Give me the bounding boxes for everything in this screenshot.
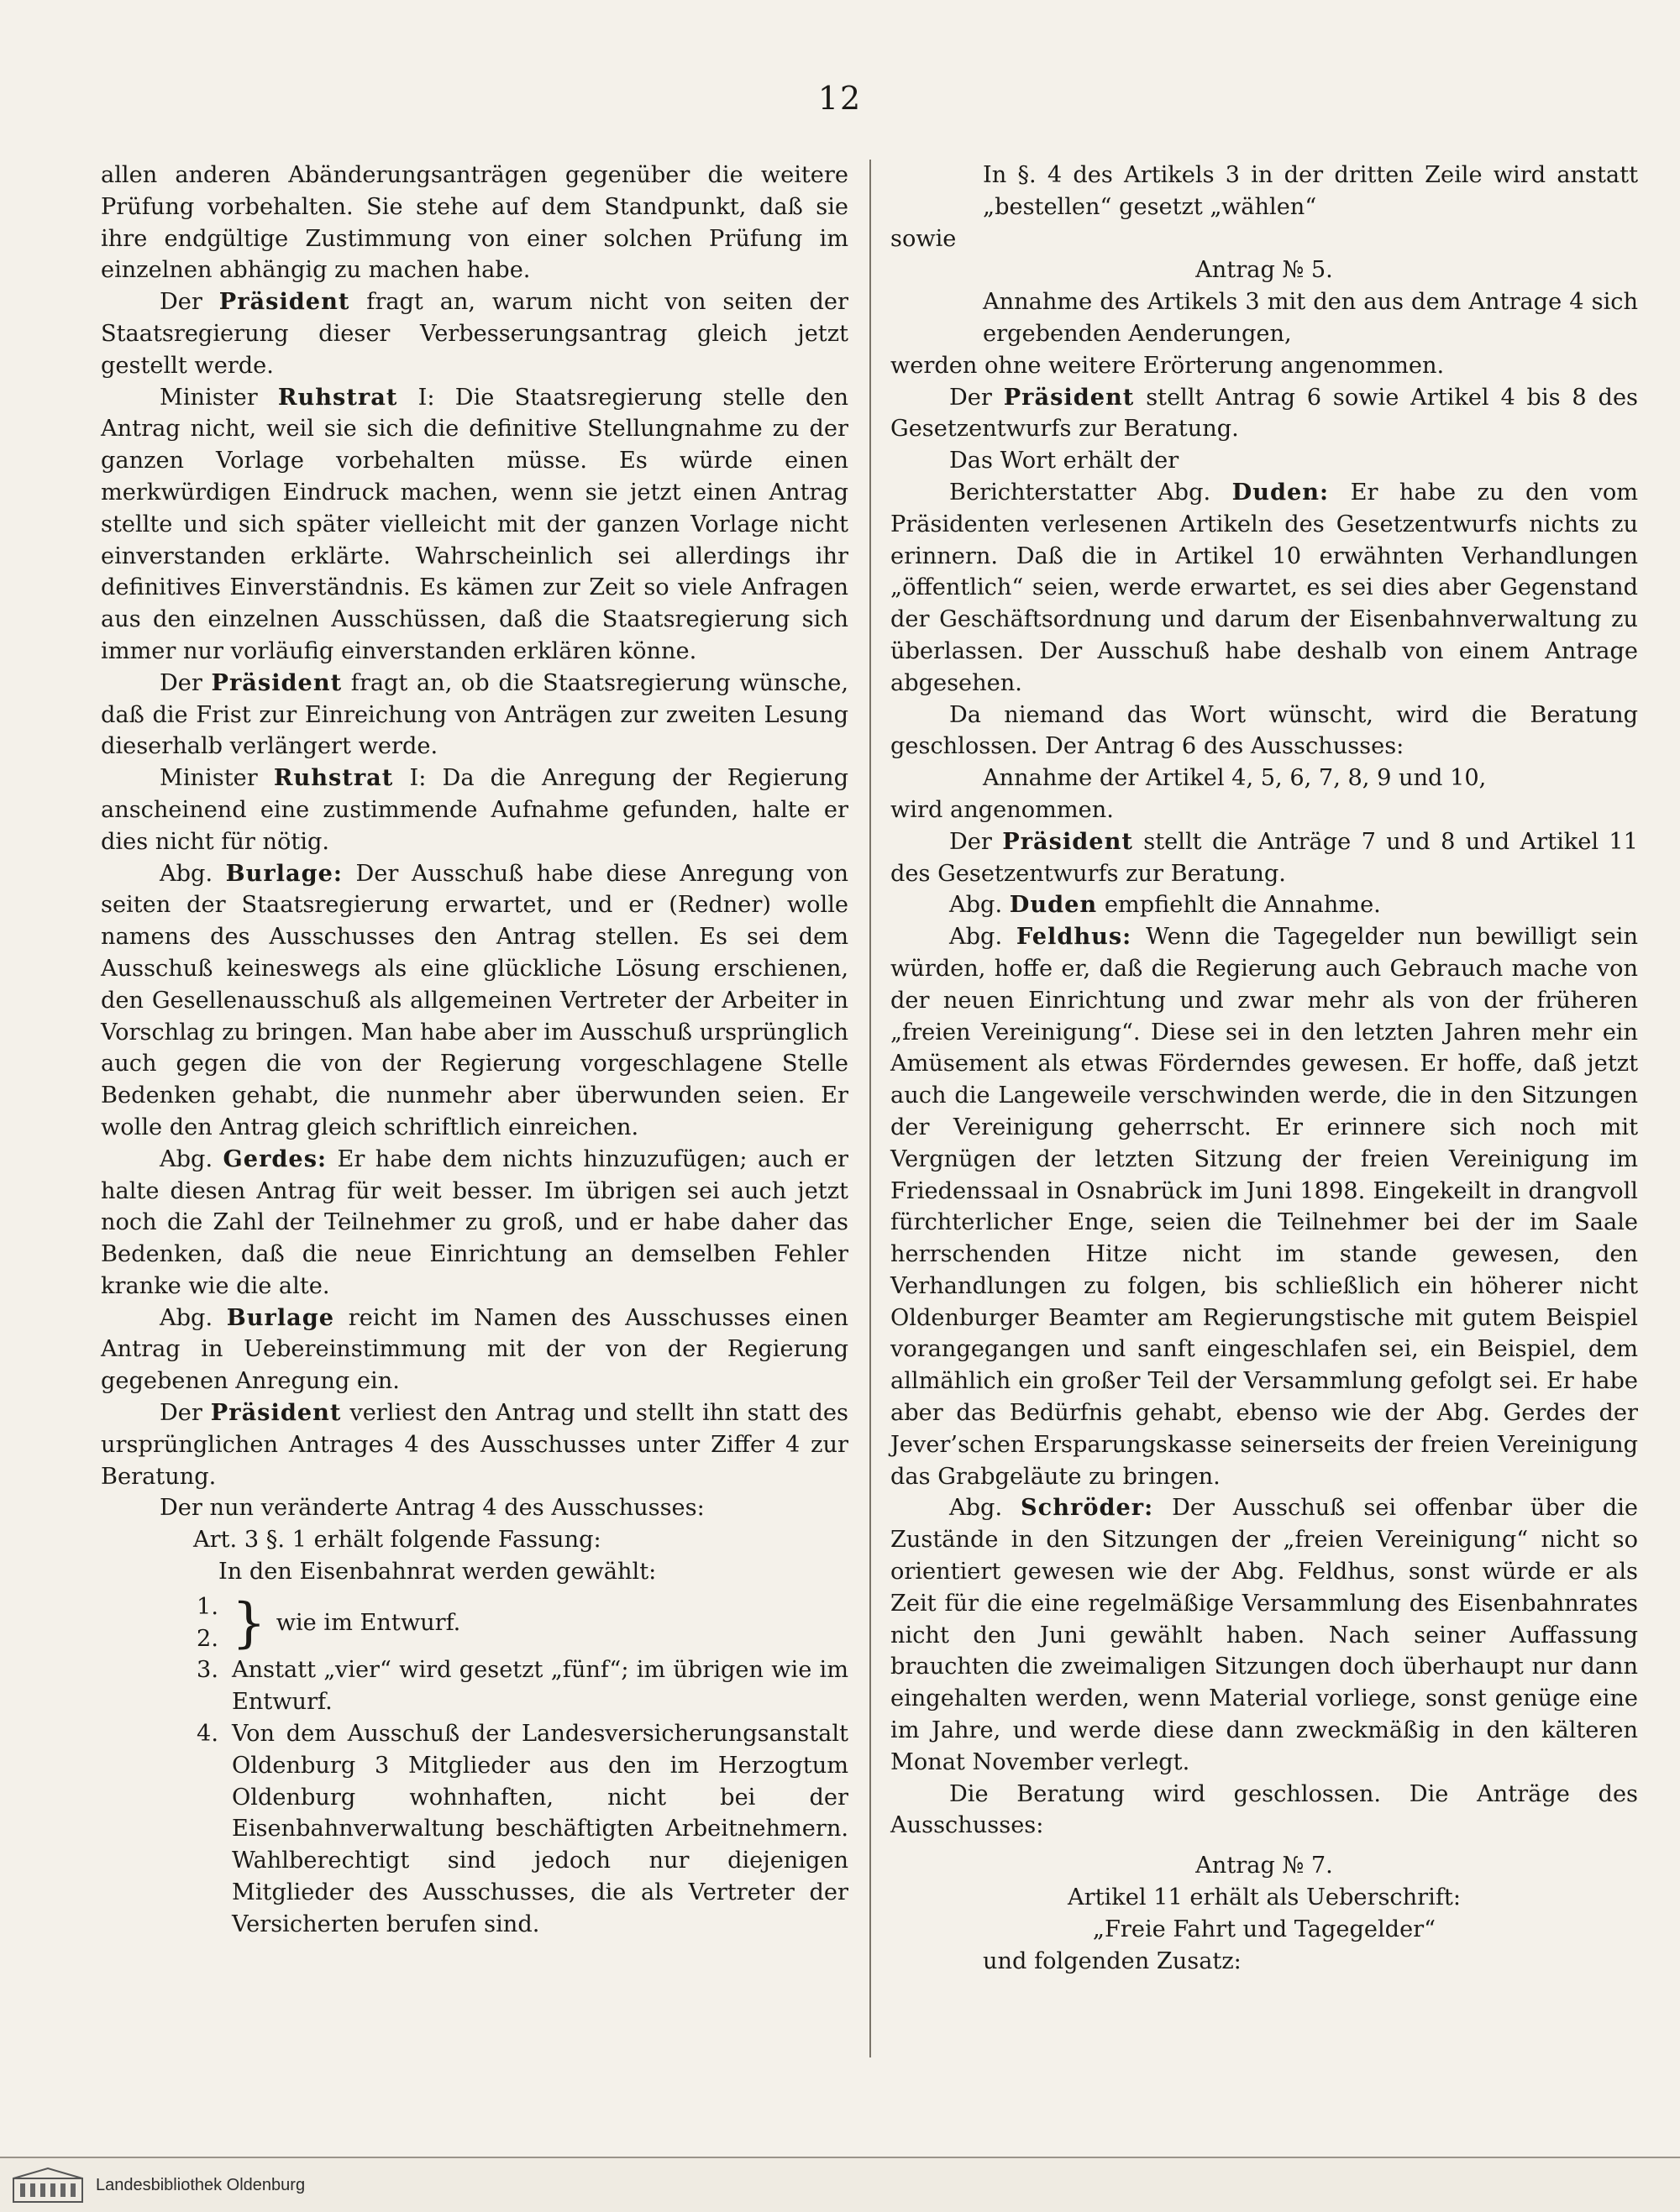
list-number: 2. <box>197 1625 218 1652</box>
paragraph: Der nun veränderte Antrag 4 des Ausschusses: <box>160 1495 705 1522</box>
prefix: Abg. <box>160 1145 213 1172</box>
speech-text: empfiehlt die Annahme. <box>1104 892 1381 919</box>
speech-text: fragt an, warum nicht von seiten der Staatsregierung dieser Verbesserungsantrag gleich jetzt gestellt werde. <box>101 289 848 379</box>
speech-text: stellt die Anträge 7 und 8 und Artikel 11 des Gesetzentwurfs zur Beratung. <box>890 828 1638 887</box>
paragraph <box>101 1303 848 1397</box>
library-building-icon <box>12 2167 84 2204</box>
paragraph <box>101 1144 848 1303</box>
prefix: Abg. <box>949 924 1003 951</box>
speech-text: fragt an, ob die Staatsregierung wünsche, daß die Frist zur Einreichung von Anträgen zur zweiten Lesung dieserhalb verlängert werde. <box>101 669 848 760</box>
paragraph: wird angenommen. <box>890 796 1114 823</box>
speech-text: verliest den Antrag und stellt ihn statt des ursprünglichen Antrages 4 des Ausschusses unter Ziffer 4 zur Beratung. <box>101 1400 848 1490</box>
speech-text: reicht im Namen des Ausschusses einen Antrag in Uebereinstimmung mit der von der Regierung gegebenen Anregung ein. <box>101 1304 848 1395</box>
paragraph: und folgenden Zusatz: <box>983 1947 1242 1974</box>
brace-numbers <box>101 1591 232 1655</box>
prefix: Berichterstatter Abg. <box>949 479 1211 506</box>
paragraph: allen anderen Abänderungsanträgen gegenüber die weitere Prüfung vorbehalten. Sie stehe auf dem Standpunkt, daß sie ihre endgültige Zustimmung von einer solchen Prüfung im einzelnen abhängig zu machen habe. <box>101 162 848 284</box>
left-column <box>101 160 848 1941</box>
prefix: Abg. <box>160 1304 213 1331</box>
paragraph <box>890 477 1638 700</box>
speech-text: stellt Antrag 6 sowie Artikel 4 bis 8 des Gesetzentwurfs zur Beratung. <box>890 384 1638 443</box>
speaker-name: Präsident <box>210 1399 342 1427</box>
paragraph: Art. 3 §. 1 erhält folgende Fassung: <box>193 1527 601 1554</box>
paragraph: Artikel 11 erhält als Ueberschrift: <box>1068 1884 1461 1911</box>
prefix: Der <box>949 828 992 855</box>
paragraph: Annahme des Artikels 3 mit den aus dem Antrage 4 sich ergebenden Aenderungen, <box>983 289 1638 347</box>
speech-text: Der Ausschuß sei offenbar über die Zustände in den Sitzungen der „freien Vereinigung“ nicht so orientiert gewesen wie der Abg. Feldhus, sonst würde er als Zeit für die eine regelmäßige Versammlung des Eisenbahnrates nicht den Juni gewählt haben. Nach seiner Auffassung brauchten die zweimaligen Sitzungen doch überhaupt nur dann eingehalten werden, wenn Material vorliege, sonst genüge eine im Jahre, und werde diese dann zweckmäßig in den kälteren Monat November verlegt. <box>890 1495 1638 1775</box>
paragraph <box>101 858 848 1144</box>
column-rule <box>869 160 871 2057</box>
paragraph: werden ohne weitere Erörterung angenommen. <box>890 352 1445 379</box>
page-number: 12 <box>817 80 863 117</box>
speech-text: Er habe dem nichts hinzuzufügen; auch er halte diesen Antrag für weit besser. Im übrigen sei auch jetzt noch die Zahl der Teilnehmer zu groß, und er habe daher das Bedenken, daß die neue Einrichtung an demselben Fehler kranke wie die alte. <box>101 1145 848 1299</box>
speech-text: Da die Anregung der Regierung anscheinend eine zustimmende Aufnahme gefunden, halte er dies nicht für nötig. <box>101 765 848 855</box>
paragraph <box>890 889 1638 921</box>
paragraph <box>890 382 1638 446</box>
paragraph: In den Eisenbahnrat werden gewählt: <box>218 1559 657 1586</box>
speaker-name: Präsident <box>1002 827 1133 855</box>
right-column <box>890 160 1638 1977</box>
list-text: Anstatt „vier“ wird gesetzt „fünf“; im übrigen wie im Entwurf. <box>232 1657 848 1716</box>
list-item <box>101 1654 848 1718</box>
speaker-name: Präsident <box>211 668 343 696</box>
paragraph <box>890 1492 1638 1778</box>
paragraph: Annahme der Artikel 4, 5, 6, 7, 8, 9 und 10, <box>983 765 1487 792</box>
speaker-name: Duden <box>1009 891 1098 919</box>
library-name: Landesbibliothek Oldenburg <box>96 2175 306 2194</box>
library-footer <box>0 2157 1680 2212</box>
list-item <box>101 1718 848 1941</box>
speaker-suffix: I: <box>417 384 435 411</box>
paragraph: Die Beratung wird geschlossen. Die Anträge des Ausschusses: <box>890 1780 1638 1839</box>
list-number: 4. <box>197 1721 218 1748</box>
paragraph: Antrag № 5. <box>1195 257 1333 284</box>
speaker-name: Burlage <box>226 1303 335 1331</box>
prefix: Der <box>160 1400 202 1427</box>
speaker-suffix: I: <box>409 765 427 792</box>
paragraph: sowie <box>890 225 957 252</box>
prefix: Abg. <box>949 892 1003 919</box>
speaker-name: Gerdes: <box>223 1145 328 1172</box>
prefix: Abg. <box>160 860 213 887</box>
prefix: Der <box>949 384 992 411</box>
speech-text: Wenn die Tagegelder nun bewilligt sein würden, hoffe er, daß die Regierung auch Gebrauch mache von der neuen Einrichtung und zwar mehr als von der früheren „freien Vereinigung“. Diese sei in den letzten Jahren mehr ein Amüsement als etwas Förderndes gewesen. Er hoffe, daß jetzt auch die Langeweile verschwinden werde, die in den Sitzungen der Vereinigung geherrscht. Er erinnere sich noch mit Vergnügen der letzten Sitzung der freien Vereinigung im Friedenssaal in Osnabrück im Juni 1898. Eingekeilt in drangvoll fürchterlicher Enge, seien die Teilnehmer bei der im Saale herrschenden Hitze nicht im stande gewesen, den Verhandlungen zu folgen, bis schließlich ein höherer nicht Oldenburger Beamter am Regierungstische mit gutem Beispiel vorangegangen und sanft eingeschlafen sei, ein Beispiel, dem allmählich ein großer Teil der Versammlung gefolgt sei. Er habe aber das Bedürfnis gehabt, ebenso wie der Abg. Gerdes der Jever’schen Ersparungskasse seinerseits der freien Vereinigung das Grabgeläute zu bringen. <box>890 924 1638 1490</box>
speech-text: Der Ausschuß habe diese Anregung von seiten der Staatsregierung erwartet, und er (Redner) wolle namens des Ausschusses den Antrag stellen. Es sei dem Ausschuß keineswegs als eine glückliche Lösung erschienen, den Gesellenausschuß als allgemeinen Vertreter der Arbeiter in Vorschlag zu bringen. Man habe aber im Ausschuß ursprünglich auch gegen die von der Regierung vorgeschlagene Stelle Bedenken gehabt, die nunmehr aber überwunden seien. Er wolle den Antrag gleich schriftlich einreichen. <box>101 860 848 1140</box>
speech-text: Er habe zu den vom Präsidenten verlesenen Artikeln des Gesetzentwurfs nichts zu erinnern. Daß die in Artikel 10 erwähnten Verhandlungen „öffentlich“ seien, werde erwartet, es sei dies aber Gegenstand der Geschäftsordnung und darum der Eisenbahnverwaltung zu überlassen. Der Ausschuß habe deshalb von einem Antrage abgesehen. <box>890 479 1638 696</box>
speaker-name: Präsident <box>1003 383 1135 411</box>
speaker-name: Ruhstrat <box>277 383 398 411</box>
speaker-name: Ruhstrat <box>273 764 394 792</box>
prefix: Minister <box>160 384 258 411</box>
list-text: Von dem Ausschuß der Landesversicherungsanstalt Oldenburg 3 Mitglieder aus den im Herzogtum Oldenburg wohnhaften, nicht bei der Eisenbahnverwaltung beschäftigten Arbeitnehmern. Wahlberechtigt sind jedoch nur diejenigen Mitglieder des Ausschusses, die als Vertreter der Versicherten berufen sind. <box>232 1721 848 1937</box>
list-number: 3. <box>197 1657 218 1684</box>
paragraph <box>101 1397 848 1492</box>
speaker-name: Präsident <box>218 288 350 316</box>
prefix: Der <box>160 289 202 316</box>
paragraph: Da niemand das Wort wünscht, wird die Beratung geschlossen. Der Antrag 6 des Ausschusses: <box>890 701 1638 760</box>
list-number: 1. <box>197 1593 218 1620</box>
speaker-name: Schröder: <box>1021 1494 1154 1522</box>
paragraph <box>101 286 848 381</box>
paragraph: Das Wort erhält der <box>949 448 1179 474</box>
paragraph: „Freie Fahrt und Tagegelder“ <box>1092 1916 1436 1942</box>
speech-text: Die Staatsregierung stelle den Antrag nicht, weil sie sich die definitive Stellungnahme zu der ganzen Vorlage vorbehalten müsse. Es würde einen merkwürdigen Eindruck machen, wenn sie jetzt einen Antrag stellte und sich später vielleicht mit der ganzen Vorlage nicht einverstanden erklärte. Wahrscheinlich sei allerdings ihr definitives Einverständnis. Es kämen zur Zeit so viele Anfragen aus den einzelnen Ausschüssen, daß die Staatsregierung sich immer nur vorläufig einverstanden erklären könne. <box>101 384 848 664</box>
brace-row <box>101 1591 848 1655</box>
brace-text: wie im Entwurf. <box>276 1609 461 1636</box>
paragraph <box>101 668 848 763</box>
paragraph: In §. 4 des Artikels 3 in der dritten Zeile wird anstatt „bestellen“ gesetzt „wählen“ <box>983 162 1638 220</box>
prefix: Abg. <box>949 1495 1003 1522</box>
prefix: Der <box>160 669 202 696</box>
paragraph: Antrag № 7. <box>1195 1853 1333 1879</box>
paragraph <box>890 921 1638 1492</box>
prefix: Minister <box>160 765 258 792</box>
paragraph <box>101 382 848 668</box>
speaker-name: Feldhus: <box>1016 923 1132 951</box>
speaker-name: Duden: <box>1231 478 1330 506</box>
article-list <box>101 1654 848 1940</box>
paragraph <box>890 826 1638 890</box>
speaker-name: Burlage: <box>225 859 343 887</box>
paragraph <box>101 763 848 857</box>
brace-glyph: } <box>232 1591 266 1654</box>
